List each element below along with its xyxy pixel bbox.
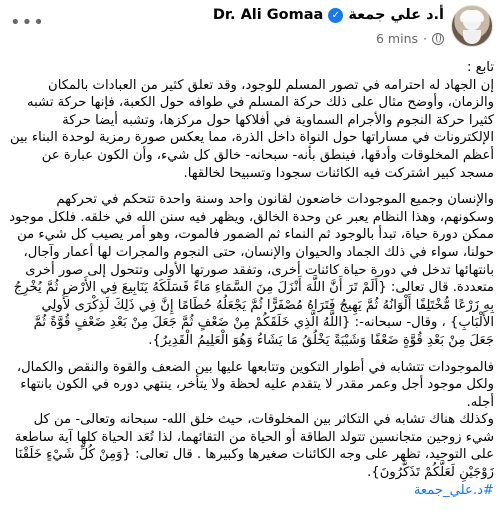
post-meta bbox=[376, 31, 444, 46]
paragraph-gap bbox=[6, 350, 494, 359]
author-name-row[interactable] bbox=[213, 7, 444, 23]
avatar[interactable] bbox=[451, 5, 493, 47]
avatar-beard bbox=[463, 30, 481, 44]
post-heading: تابع : bbox=[466, 60, 494, 75]
avatar-turban bbox=[460, 10, 484, 22]
post-paragraph-1: إن الجهاد له احترامه في تصور المسلم للوجود، وقد تعلق كثير من العبادات بالمكان والزمان، وأوضح مثال على ذلك حركة المسلم في طوافه حول الكعبة، فإنها حركة تشبه كثيرا حركة النجوم والأجرام السماوية في أفلاكها حول مركزها، وتشبه أيضا حركة الإلكترونات في مساراتها حول النواة داخل الذرة، مما يعكس صورة رمزية لوحدة البناء بين أعظم المخلوقات وأدقها، فينطق بأنه- سبحانه- خالق كل شيء، وأن الكون عبارة عن مسجد كبير اشتركت فيه الكائنات سجودا وتسبيحا لخالقها. bbox=[10, 77, 494, 181]
verified-badge-icon: ✓ bbox=[328, 8, 343, 23]
author-name-en[interactable]: Dr. Ali Gomaa bbox=[212, 7, 324, 23]
post-paragraph-3: فالموجودات تتشابه في أطوار التكوين وتتابعها عليها بين الضعف والقوة والنقص والكمال، ولكل موجود أجل وعمر مقدر لا يتقدم عليه لحظة ولا يتأخر، ينتهي دوره في الكون بانتهاء أجله. bbox=[16, 359, 494, 410]
more-options-icon[interactable]: ••• bbox=[10, 12, 45, 33]
post-hashtag[interactable]: #د.علي_جمعة bbox=[413, 482, 494, 498]
globe-icon bbox=[432, 33, 444, 45]
post-time[interactable]: 6 mins bbox=[376, 31, 419, 46]
post-header bbox=[0, 0, 502, 56]
author-name-ar[interactable]: أ.د علي جمعة bbox=[348, 7, 444, 23]
post-paragraph-4: وكذلك هناك تشابه في التكاثر بين المخلوقات، حيث خلق الله- سبحانه وتعالى- من كل شيء زوجين متجانسين تتولد الطاقة أو الحياة من التقائهما، لذا تُعَد الحياة كلها آية ساطعة على التوحيد، تظهر على وجه الكائنات صغيرها وكبيرها . قال تعالى: {وَمِنْ كُلِّ شَيْءٍ خَلَقْنَا زَوْجَيْنِ لَعَلَّكُمْ تَذَكَّرُونَ}. bbox=[14, 412, 494, 481]
post-paragraph-2: والإنسان وجميع الموجودات خاضعون لقانون واحد وسنة واحدة تتحكم في تحركهم وسكونهم، وهذا النظام يعبر عن وحدة الخالق، ويظهر فيه سنن الله في خلقه. فلكل موجود ممكن دورة حياة، تبدأ بالوجود ثم النماء ثم الضمور فالموت، وهو أمر يصيب كل شيء من حولنا، سواء في ذلك الجماد والحيوان والإنسان، حتى النجوم والمجرات لها أعمار وآجال، بانتهائها تدخل في دورة حياة كائنات أخرى، وتفقد صورتها الأولى وتتحول إلى صور أخرى متعددة. قال تعالى: {أَلَمْ تَرَ أَنَّ اللَّهَ أَنْزَلَ مِنَ السَّمَاءِ مَاءً فَسَلَكَهُ يَنَابِيعَ فِي الأَرْضِ ثُمَّ يُخْرِجُ بِهِ زَرْعًا مُّخْتَلِفًا أَلْوَانُهُ ثُمَّ يَهِيجُ فَتَرَاهُ مُصْفَرًّا ثُمَّ يَجْعَلُهُ حُطَامًا إِنَّ فِي ذَلِكَ لَذِكْرَى لأُولِي الأَلْبَابِ} ، وقال- سبحانه-: {اللَّهُ الَّذِي خَلَقَكُمْ مِنْ ضَعْفٍ ثُمَّ جَعَلَ مِنْ بَعْدِ ضَعْفٍ قُوَّةً ثُمَّ جَعَلَ مِنْ بَعْدِ قُوَّةٍ ضَعْفًا وَشَيْبَةً يَخْلُقُ مَا يَشَاءُ وَهُوَ الْعَلِيمُ الْقَدِيرُ}. bbox=[9, 192, 494, 348]
paragraph-gap bbox=[6, 182, 494, 191]
meta-separator: · bbox=[423, 31, 427, 46]
post-body bbox=[6, 59, 494, 499]
